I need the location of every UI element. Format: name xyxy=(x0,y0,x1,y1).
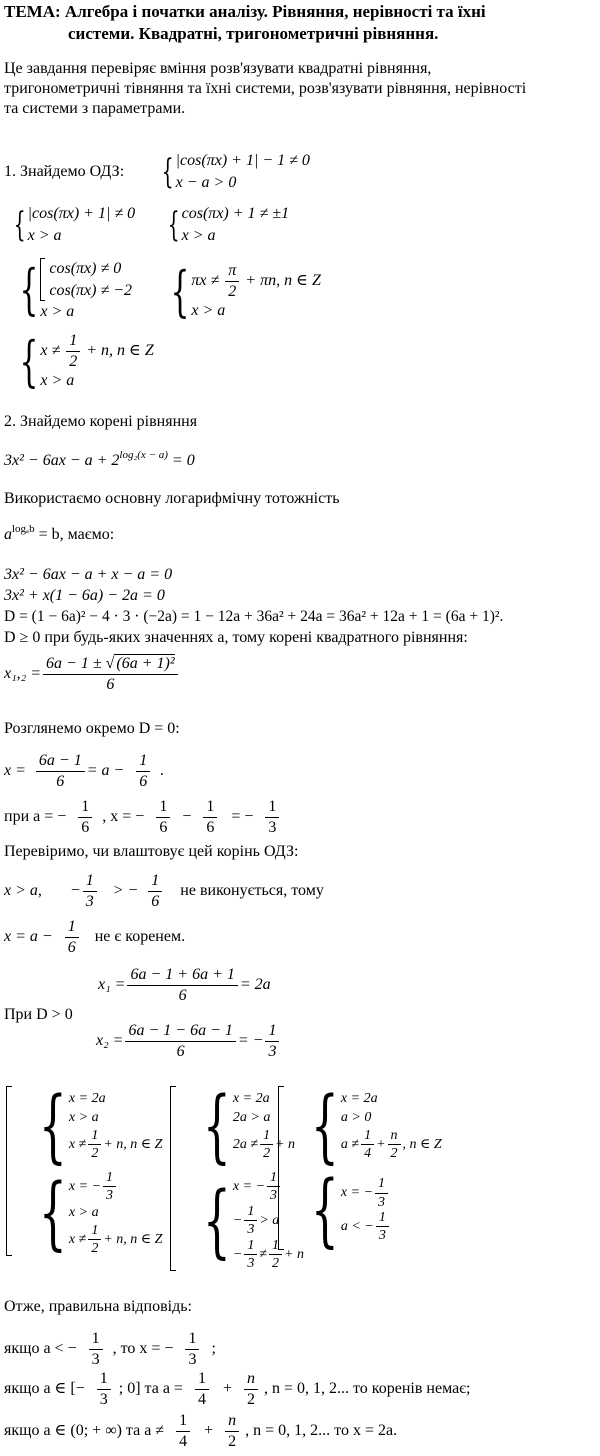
math-line: x = 2a xyxy=(232,1091,270,1107)
math-text: , то x = − xyxy=(112,1339,174,1357)
frac-num: 1 xyxy=(195,1370,209,1390)
frac-den: 2 xyxy=(246,1390,255,1408)
answer-label: Отже, правильна відповідь: xyxy=(4,1298,192,1315)
math-text: x = − xyxy=(232,1179,266,1195)
frac-den: 3 xyxy=(378,1194,386,1210)
math-text: + n xyxy=(275,1137,296,1153)
frac-num: 1 xyxy=(148,872,162,892)
math-text: ≠ xyxy=(259,1246,268,1262)
brace-icon: { xyxy=(38,1166,67,1260)
frac-num: 1 xyxy=(185,1330,199,1350)
math-text: якщо a ∈ [− xyxy=(4,1379,85,1397)
exponent: log₂(x − a) xyxy=(119,449,168,461)
frac-num: 1 xyxy=(103,1170,116,1187)
math-text: = 0 xyxy=(167,452,195,469)
odz-system-1 xyxy=(152,150,310,193)
odz-system-4 xyxy=(4,258,132,323)
title-prefix: ТЕМА: xyxy=(4,2,61,21)
frac-num: n xyxy=(225,1412,239,1432)
math-line: |cos(πx) + 1| ≠ 0 xyxy=(27,205,136,222)
log-identity xyxy=(4,523,115,544)
math-text: + n, n ∈ Z xyxy=(103,1231,163,1247)
frac-den: 6 xyxy=(176,1042,185,1060)
frac-num: 6a − 1 − 6a − 1 xyxy=(125,1022,235,1042)
math-text: a < − xyxy=(340,1219,374,1235)
math-text: + xyxy=(376,1137,386,1153)
frac-den: 3 xyxy=(268,818,277,836)
roots-formula: x₁,₂ = $\frac{\text{6a − 1 ± √ (6a + 1)²}}{6}$ xyxy=(4,655,180,693)
math-text: , x = − xyxy=(102,807,145,825)
math-text: > a xyxy=(259,1212,280,1228)
math-line: x > a xyxy=(27,226,62,244)
frac-den: 3 xyxy=(188,1350,197,1368)
root-x1 xyxy=(98,966,271,1004)
brace-icon: { xyxy=(202,1079,231,1172)
frac-den: 6 xyxy=(206,818,215,836)
odz-check-ineq xyxy=(4,872,324,910)
frac-num: 1 xyxy=(88,1223,101,1240)
frac-den: 4 xyxy=(197,1390,206,1408)
math-line: x > a xyxy=(181,226,216,244)
math-text: якщо a ∈ (0; + ∞) та a ≠ xyxy=(4,1421,165,1439)
frac-den: 2 xyxy=(91,1241,99,1257)
frac-den: 6 xyxy=(151,892,160,910)
odz-system-6 xyxy=(4,329,154,393)
discriminant-line: D = (1 − 6a)² − 4 · 3 · (−2a) = 1 − 12a + 36a² + 24a = 36a² + 12a + 1 = (6a + 1)². xyxy=(4,608,504,625)
frac-num: 6a − 1 ± xyxy=(46,655,106,672)
math-line: cos(πx) + 1 ≠ ±1 xyxy=(181,205,290,222)
math-text: x₁,₂ = xyxy=(4,664,42,682)
frac-num: 1 xyxy=(88,1128,101,1145)
frac-num: 6a − 1 xyxy=(36,752,85,772)
math-text: , n ∈ Z xyxy=(402,1137,442,1153)
math-line: x > a xyxy=(68,1204,99,1220)
root-x2 xyxy=(96,1022,281,1060)
math-text: − xyxy=(232,1212,243,1228)
math-line: x = 2a xyxy=(68,1091,106,1107)
math-text: не є коренем. xyxy=(94,927,186,945)
frac-den: 2 xyxy=(263,1146,271,1162)
math-text: = − xyxy=(231,807,254,825)
square-bracket-icon xyxy=(170,1086,176,1271)
title-line1: Алгебра і початки аналізу. Рівняння, нерівності та їхні xyxy=(64,2,486,21)
consider-d0: Розглянемо окремо D = 0: xyxy=(4,720,180,737)
brace-icon: { xyxy=(310,1163,339,1256)
math-text: πx ≠ xyxy=(191,271,220,289)
frac-den: 6 xyxy=(81,818,90,836)
check-odz: Перевіримо, чи влаштовує цей корінь ОДЗ: xyxy=(4,843,299,860)
intro-line1: Це завдання перевіряє вміння розв'язувати квадратні рівняння, xyxy=(4,60,432,77)
brace-icon: { xyxy=(170,259,190,323)
frac-den: 2 xyxy=(272,1255,280,1271)
math-text: ; xyxy=(211,1339,216,1357)
frac-num: 1 xyxy=(136,752,150,772)
math-text: . xyxy=(160,761,165,779)
frac-num: 6a − 1 + 6a + 1 xyxy=(127,966,237,986)
math-text: x = − xyxy=(340,1185,374,1201)
exponent: logₐb xyxy=(12,523,35,535)
math-text: x = − xyxy=(68,1179,102,1195)
title-line2: системи. Квадратні, тригонометричні рівняння. xyxy=(68,24,439,43)
frac-num: n xyxy=(388,1128,401,1145)
brace-icon: { xyxy=(167,204,180,245)
math-text: , n = 0, 1, 2... то коренів немає; xyxy=(263,1379,471,1397)
frac-den: 6 xyxy=(139,772,148,790)
answer-row-3 xyxy=(4,1412,397,1450)
frac-num: 1 xyxy=(375,1176,388,1193)
frac-num: 1 xyxy=(203,798,217,818)
math-text: a ≠ xyxy=(340,1137,360,1153)
answer-row-1 xyxy=(4,1330,216,1368)
math-text: x ≠ xyxy=(40,341,61,359)
math-text: x = xyxy=(4,761,26,779)
math-text: + xyxy=(222,1379,232,1397)
math-text: + n, n ∈ Z xyxy=(86,341,154,359)
math-text: + πn, n ∈ Z xyxy=(245,271,321,289)
frac-num: 1 xyxy=(65,918,79,938)
frac-den: 6 xyxy=(67,938,76,956)
frac-den: 6 xyxy=(56,772,65,790)
math-text: , n = 0, 1, 2... то x = 2a. xyxy=(245,1421,398,1439)
frac-den: 4 xyxy=(179,1432,188,1450)
intro-line2: тригонометричні тівняння та їхні системи, розв'язувати рівняння, нерівності xyxy=(4,80,527,97)
math-text: 2a ≠ xyxy=(232,1137,259,1153)
frac-num: 1 xyxy=(260,1128,273,1145)
math-text: x > a, xyxy=(4,881,42,899)
frac-den: 6 xyxy=(106,675,115,693)
brace-icon: { xyxy=(161,151,174,192)
odz-system-2 xyxy=(4,203,135,246)
main-equation xyxy=(4,449,195,470)
math-text: > − xyxy=(112,881,139,899)
math-text: x = a − xyxy=(4,927,53,945)
frac-num: π xyxy=(225,262,239,282)
frac-num: 1 xyxy=(267,1170,280,1187)
document-title xyxy=(4,2,486,22)
d0-substitution xyxy=(4,798,281,836)
frac-num: 1 xyxy=(269,1238,282,1255)
frac-num: 1 xyxy=(97,1370,111,1390)
frac-num: n xyxy=(244,1370,258,1390)
d0-root xyxy=(4,752,164,790)
math-text: якщо a < − xyxy=(4,1339,77,1357)
frac-den: 2 xyxy=(390,1146,398,1162)
brace-icon: { xyxy=(310,1079,339,1172)
step1-label: 1. Знайдемо ОДЗ: xyxy=(4,163,125,180)
intro-line3: та системи з параметрами. xyxy=(4,100,186,117)
frac-den: 6 xyxy=(159,818,168,836)
math-text: не виконується, тому xyxy=(180,881,324,899)
math-text: = 2a xyxy=(239,975,271,993)
frac-num: 1 xyxy=(244,1238,257,1255)
discriminant-note: D ≥ 0 при будь-яких значеннях a, тому корені квадратного рівняння: xyxy=(4,629,468,646)
math-text: = a − xyxy=(86,761,125,779)
math-text: при a = − xyxy=(4,807,67,825)
frac-den: 3 xyxy=(99,1390,108,1408)
frac-num: 1 xyxy=(78,798,92,818)
math-text: x₂ = xyxy=(96,1031,124,1049)
sqrt-radicand: (6a + 1)² xyxy=(116,655,175,672)
combined-system-3 xyxy=(278,1079,442,1256)
math-text: − xyxy=(69,881,81,899)
brace-icon: { xyxy=(202,1173,231,1267)
answer-row-2 xyxy=(4,1370,471,1408)
math-line: x > a xyxy=(191,302,226,320)
frac-num: 1 xyxy=(265,1022,279,1042)
frac-den: 6 xyxy=(178,986,187,1004)
brace-icon: { xyxy=(13,204,26,245)
frac-num: 1 xyxy=(89,1330,103,1350)
eq-line-2: 3x² + x(1 − 6a) − 2a = 0 xyxy=(4,587,165,604)
frac-den: 3 xyxy=(247,1222,255,1238)
math-text: + n, n ∈ Z xyxy=(103,1137,163,1153)
square-bracket-icon xyxy=(40,258,45,301)
d-positive-label: При D > 0 xyxy=(4,1006,73,1023)
frac-num: 1 xyxy=(176,1412,190,1432)
odz-system-5 xyxy=(155,259,321,323)
step2-label: 2. Знайдемо корені рівняння xyxy=(4,413,198,430)
square-bracket-icon xyxy=(6,1086,12,1256)
math-text: 3x² − 6ax − a + 2 xyxy=(4,452,120,469)
frac-den: 3 xyxy=(268,1042,277,1060)
math-line: x = 2a xyxy=(340,1091,378,1107)
frac-den: 2 xyxy=(91,1146,99,1162)
frac-den: 3 xyxy=(106,1188,114,1204)
frac-num: 1 xyxy=(83,872,97,892)
math-text: = − xyxy=(237,1031,264,1049)
frac-den: 3 xyxy=(270,1188,278,1204)
math-text: = b, маємо: xyxy=(34,526,115,543)
combined-system-1 xyxy=(6,1079,163,1260)
frac-den: 2 xyxy=(228,1432,237,1450)
brace-icon: { xyxy=(19,258,39,322)
frac-num: 1 xyxy=(361,1128,374,1145)
math-line: x − a > 0 xyxy=(175,173,237,191)
frac-num: 1 xyxy=(244,1204,257,1221)
math-text: − xyxy=(232,1246,243,1262)
math-text: x₁ = xyxy=(98,975,126,993)
eq-line-1: 3x² − 6ax − a + x − a = 0 xyxy=(4,566,173,583)
frac-num: 1 xyxy=(376,1210,389,1227)
math-line: a > 0 xyxy=(340,1110,372,1126)
frac-num: 1 xyxy=(265,798,279,818)
math-text: ; 0] та a = xyxy=(118,1379,183,1397)
math-line: 2a > a xyxy=(232,1110,271,1126)
math-text: x ≠ xyxy=(68,1137,87,1153)
math-text: − xyxy=(182,807,192,825)
frac-den: 3 xyxy=(247,1255,255,1271)
math-line: |cos(πx) + 1| − 1 ≠ 0 xyxy=(175,152,310,169)
brace-icon: { xyxy=(19,329,39,393)
math-line: x > a xyxy=(68,1110,99,1126)
frac-den: 3 xyxy=(85,892,94,910)
math-line: x > a xyxy=(40,303,75,321)
frac-num: 1 xyxy=(66,332,80,352)
math-text: x ≠ xyxy=(68,1231,87,1247)
brace-icon: { xyxy=(38,1079,67,1172)
use-identity-text: Використаємо основну логарифмічну тотожність xyxy=(4,490,340,507)
math-line: x > a xyxy=(40,372,75,390)
math-text: + n xyxy=(284,1246,304,1262)
square-bracket-icon xyxy=(278,1086,284,1250)
frac-den: 2 xyxy=(228,282,237,300)
math-line: cos(πx) ≠ −2 xyxy=(49,281,133,299)
not-root-line xyxy=(4,918,185,956)
odz-system-3 xyxy=(158,203,289,246)
math-text: a xyxy=(4,526,12,543)
math-text: + xyxy=(204,1421,214,1439)
math-line: cos(πx) ≠ 0 xyxy=(49,260,122,277)
frac-den: 3 xyxy=(378,1228,386,1244)
frac-den: 3 xyxy=(91,1350,100,1368)
frac-den: 4 xyxy=(364,1146,372,1162)
frac-den: 2 xyxy=(69,352,78,370)
frac-num: 1 xyxy=(156,798,170,818)
